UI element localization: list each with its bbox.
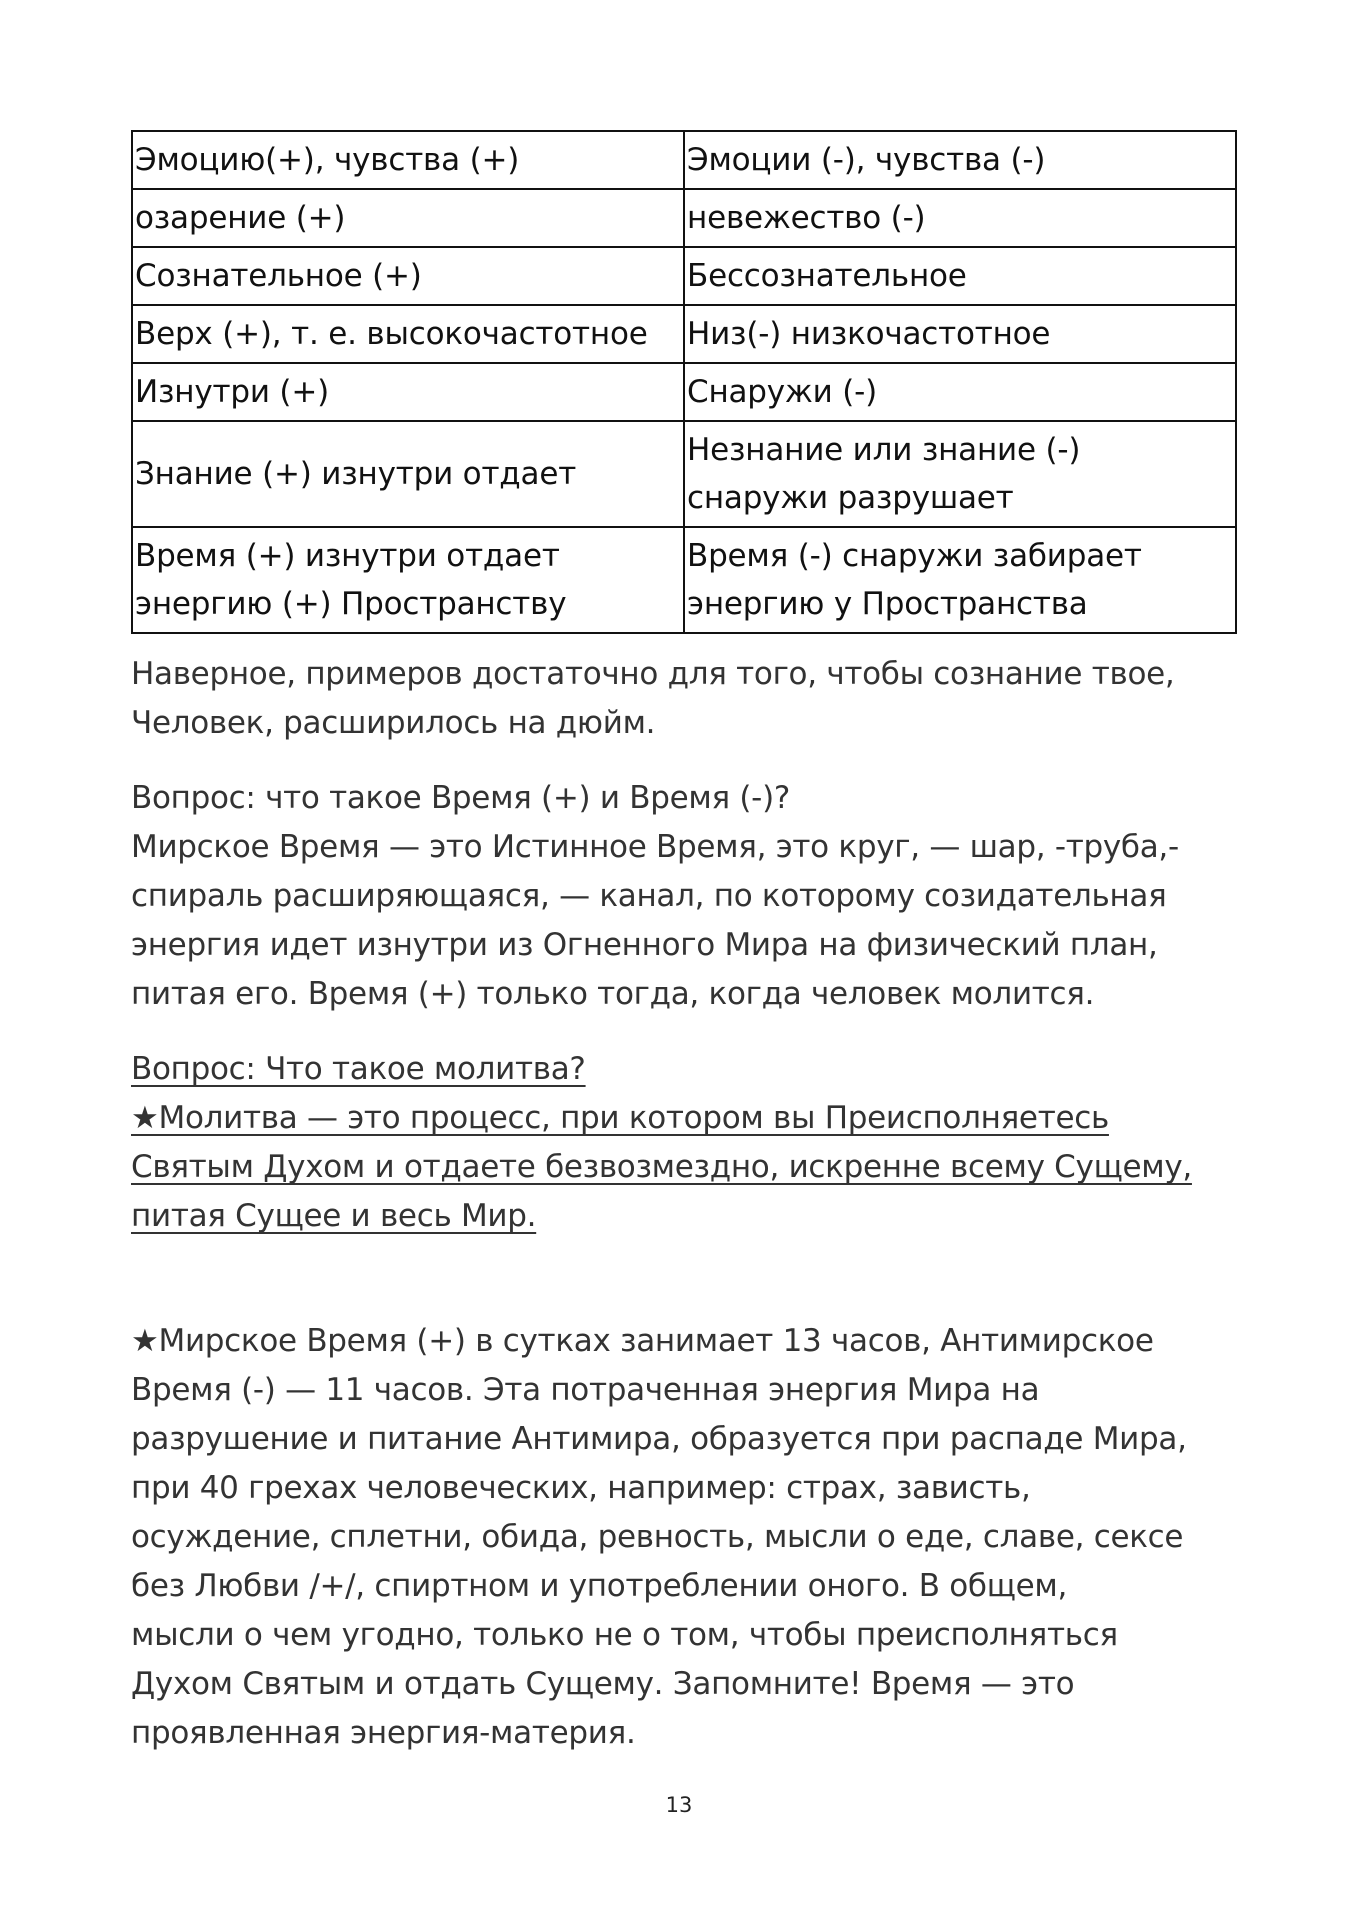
cell-line: Эмоцию(+), чувства (+) <box>135 142 520 178</box>
paragraph-world-time <box>131 1317 1241 1758</box>
table-cell-left <box>132 305 684 363</box>
table-cell-left <box>132 247 684 305</box>
table-cell-right <box>684 305 1236 363</box>
cell-line: Изнутри (+) <box>135 374 329 410</box>
paragraph-line: Вопрос: Что такое молитва? <box>131 1051 586 1087</box>
paragraph-line: при 40 грехах человеческих, например: страх, зависть, <box>131 1470 1031 1506</box>
document-page <box>131 130 1241 1758</box>
cell-line: Низ(-) низкочастотное <box>687 316 1051 352</box>
paragraph-line: спираль расширяющаяся, — канал, по которому созидательная <box>131 878 1167 914</box>
cell-line: энергию у Пространства <box>687 586 1088 622</box>
comparison-table <box>131 130 1237 634</box>
cell-line: невежество (-) <box>687 200 926 236</box>
paragraph-question-prayer <box>131 1045 1241 1241</box>
table-row <box>132 131 1236 189</box>
table-cell-left <box>132 189 684 247</box>
cell-line: Эмоции (-), чувства (-) <box>687 142 1046 178</box>
cell-line: снаружи разрушает <box>687 480 1014 516</box>
cell-line: Знание (+) изнутри отдает <box>135 456 577 492</box>
cell-line: Бессознательное <box>687 258 967 294</box>
table-cell-right <box>684 527 1236 633</box>
table-cell-left <box>132 527 684 633</box>
cell-line: Снаружи (-) <box>687 374 878 410</box>
paragraph-line: Святым Духом и отдаете безвозмездно, искренне всему Сущему, <box>131 1149 1192 1185</box>
table-cell-right <box>684 189 1236 247</box>
paragraph-line: Мирское Время — это Истинное Время, это круг, — шар, -труба,- <box>131 829 1179 865</box>
paragraph-line: Время (-) — 11 часов. Эта потраченная энергия Мира на <box>131 1372 1040 1408</box>
cell-line: озарение (+) <box>135 200 346 236</box>
paragraph-line: проявленная энергия-материя. <box>131 1715 636 1751</box>
paragraph-line: питая Сущее и весь Мир. <box>131 1198 537 1234</box>
paragraph-line: питая его. Время (+) только тогда, когда человек молится. <box>131 976 1095 1012</box>
table-row <box>132 305 1236 363</box>
page-number: 13 <box>665 1793 693 1817</box>
paragraph-line: энергия идет изнутри из Огненного Мира на физический план, <box>131 927 1158 963</box>
table-row <box>132 247 1236 305</box>
cell-line: энергию (+) Пространству <box>135 586 567 622</box>
paragraph-line: Наверное, примеров достаточно для того, чтобы сознание твое, <box>131 656 1175 692</box>
table-cell-right <box>684 363 1236 421</box>
table-cell-right <box>684 131 1236 189</box>
paragraph-line: Человек, расширилось на дюйм. <box>131 705 656 741</box>
cell-line: Незнание или знание (-) <box>687 432 1081 468</box>
paragraph-question-time <box>131 774 1241 1019</box>
table-row <box>132 527 1236 633</box>
cell-line: Время (-) снаружи забирает <box>687 538 1142 574</box>
table-cell-right <box>684 247 1236 305</box>
paragraph-line: Вопрос: что такое Время (+) и Время (-)? <box>131 780 791 816</box>
paragraph-line: Духом Святым и отдать Сущему. Запомните! Время — это <box>131 1666 1075 1702</box>
paragraph-examples <box>131 650 1241 748</box>
cell-line: Время (+) изнутри отдает <box>135 538 560 574</box>
paragraph-line: ★Мирское Время (+) в сутках занимает 13 часов, Антимирское <box>131 1323 1154 1359</box>
cell-line: Сознательное (+) <box>135 258 422 294</box>
cell-line: Верх (+), т. е. высокочастотное <box>135 316 648 352</box>
paragraph-line: ★Молитва — это процесс, при котором вы Преисполняетесь <box>131 1100 1109 1136</box>
table-cell-right <box>684 421 1236 527</box>
table-row <box>132 421 1236 527</box>
paragraph-line: разрушение и питание Антимира, образуется при распаде Мира, <box>131 1421 1187 1457</box>
paragraph-line: осуждение, сплетни, обида, ревность, мысли о еде, славе, сексе <box>131 1519 1184 1555</box>
paragraph-line: без Любви /+/, спиртном и употреблении оного. В общем, <box>131 1568 1068 1604</box>
table-cell-left <box>132 421 684 527</box>
table-cell-left <box>132 363 684 421</box>
table-row <box>132 363 1236 421</box>
table-row <box>132 189 1236 247</box>
table-cell-left <box>132 131 684 189</box>
paragraph-line: мысли о чем угодно, только не о том, чтобы преисполняться <box>131 1617 1118 1653</box>
